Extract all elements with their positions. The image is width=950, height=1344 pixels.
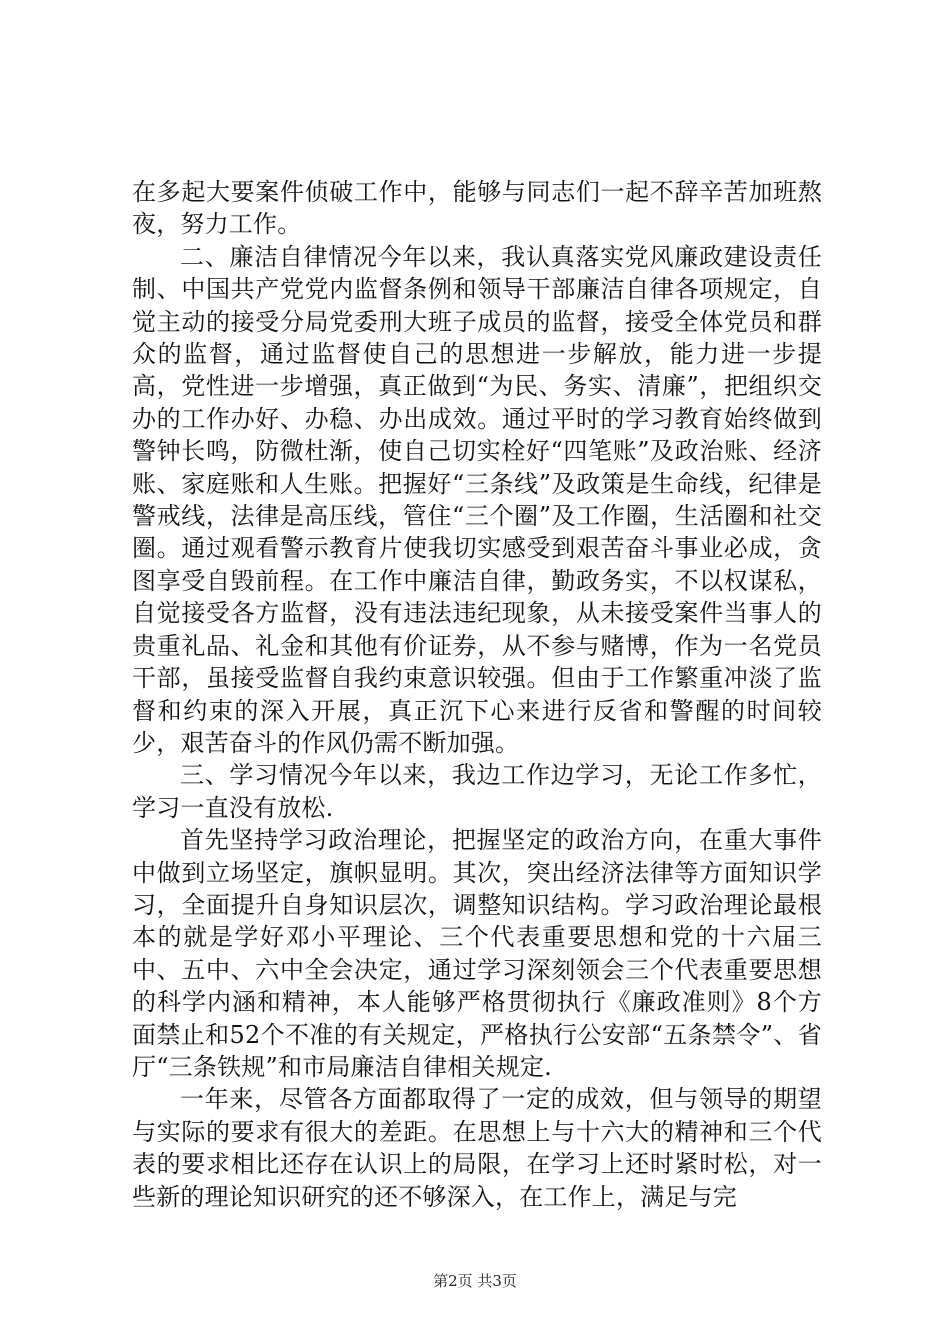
document-body <box>132 176 822 1213</box>
paragraph-continuation: 在多起大要案件侦破工作中，能够与同志们一起不辞辛苦加班熬夜，努力工作。 <box>132 178 822 239</box>
paragraph-study-detail: 首先坚持学习政治理论，把握坚定的政治方向，在重大事件中做到立场坚定，旗帜显明。其次，突出经济法律等方面知识学习，全面提升自身知识层次，调整知识结构。学习政治理论最根本的就是学好邓小平理论、三个代表重要思想和党的十六届三中、五中、六中全会决定，通过学习深刻领会三个代表重要思想的科学内涵和精神，本人能够严格贯彻执行《廉政准则》8个方面禁止和52个不准的有关规定，严格执行公安部“五条禁令”、省厅“三条铁规”和市局廉洁自律相关规定. <box>132 826 822 1081</box>
paragraph-integrity: 二、廉洁自律情况今年以来，我认真落实党风廉政建设责任制、中国共产党党内监督条例和领导干部廉洁自律各项规定，自觉主动的接受分局党委刑大班子成员的监督，接受全体党员和群众的监督，通过监督使自己的思想进一步解放，能力进一步提高，党性进一步增强，真正做到“为民、务实、清廉”，把组织交办的工作办好、办稳、办出成效。通过平时的学习教育始终做到警钟长鸣，防微杜渐，使自己切实栓好“四笔账”及政治账、经济账、家庭账和人生账。把握好“三条线”及政策是生命线，纪律是警戒线，法律是高压线，管住“三个圈”及工作圈，生活圈和社交圈。通过观看警示教育片使我切实感受到艰苦奋斗事业必成，贪图享受自毁前程。在工作中廉洁自律，勤政务实，不以权谋私，自觉接受各方监督，没有违法违纪现象，从未接受案件当事人的贵重礼品、礼金和其他有价证券，从不参与赌博，作为一名党员干部，虽接受监督自我约束意识较强。但由于工作繁重冲淡了监督和约束的深入开展，真正沉下心来进行反省和警醒的时间较少，艰苦奋斗的作风仍需不断加强。 <box>132 242 822 757</box>
paragraph-study-intro: 三、学习情况今年以来，我边工作边学习，无论工作多忙，学习一直没有放松. <box>132 761 822 822</box>
paragraph-shortcomings: 一年来，尽管各方面都取得了一定的成效，但与领导的期望与实际的要求有很大的差距。在思想上与十六大的精神和三个代表的要求相比还存在认识上的局限，在学习上还时紧时松，对一些新的理论知识研究的还不够深入，在工作上，满足与完 <box>132 1085 822 1211</box>
page-footer: 第2页 共3页 <box>433 1272 517 1290</box>
